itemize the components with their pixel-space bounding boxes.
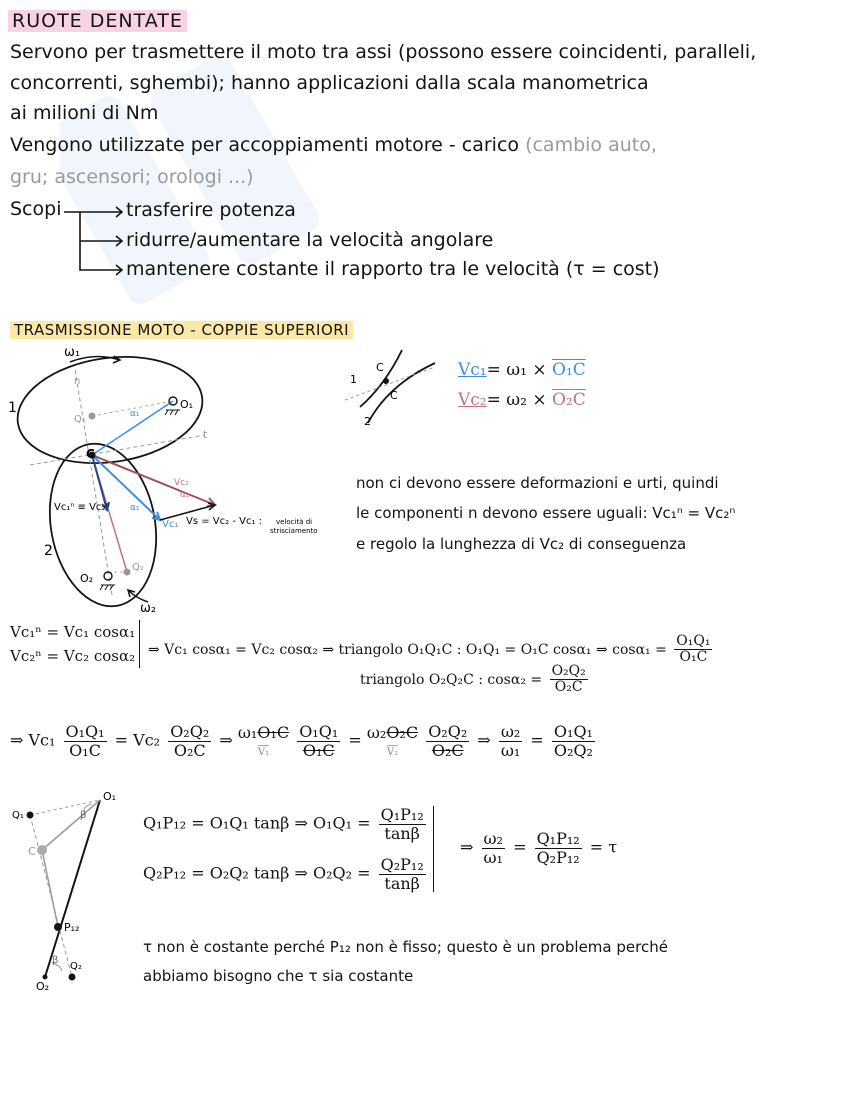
d2-label-q2: Q₂ bbox=[70, 961, 82, 972]
intro-line-3: ai milioni di Nm bbox=[10, 102, 159, 124]
label-body-2: 2 bbox=[44, 543, 53, 559]
scopo-2: ridurre/aumentare la velocità angolare bbox=[126, 229, 494, 251]
label-t: t bbox=[203, 428, 208, 441]
scopo-1: trasferire potenza bbox=[126, 199, 296, 221]
label-vc1: Vc₁ bbox=[162, 519, 179, 530]
note1-line-3: e regolo la lunghezza di Vc₂ di conseguenza bbox=[356, 535, 687, 553]
intro-line-2: concorrenti, sghembi); hanno applicazioni dalla scala manometrica bbox=[10, 72, 649, 94]
d2-label-p12: P₁₂ bbox=[64, 921, 80, 934]
label-n: n bbox=[74, 376, 81, 387]
label-vs: Vs = Vc₂ - Vc₁ : bbox=[186, 516, 262, 527]
contact-label-2: 2 bbox=[364, 415, 371, 428]
label-o2: O₂ bbox=[80, 572, 94, 585]
label-c: C bbox=[86, 447, 95, 461]
usage-text: Vengono utilizzate per accoppiamenti motore - carico bbox=[10, 134, 520, 156]
d2-label-beta-bottom: β bbox=[52, 955, 59, 966]
hinge-o2-icon bbox=[100, 572, 115, 590]
label-vs-note1: velocità di bbox=[276, 518, 313, 526]
contact-point-sketch bbox=[340, 345, 440, 430]
eq-vn1: Vc₁ⁿ = Vc₁ cosα₁ bbox=[10, 623, 136, 641]
scopi-arrows bbox=[60, 200, 130, 280]
d2-label-o2: O₂ bbox=[36, 980, 50, 993]
eq-q1p12: Q₁P₁₂ = O₁Q₁ tanβ ⇒ O₁Q₁ = $\frac{\text{Q₁P₁₂}}{\tan\beta}$ bbox=[143, 805, 424, 843]
label-vn: Vc₁ⁿ ≡ Vc₂ⁿ bbox=[54, 502, 110, 513]
note2-line-1: τ non è costante perché P₁₂ non è fisso; questo è un problema perché bbox=[143, 938, 668, 956]
contact-c-lower: C bbox=[390, 389, 398, 402]
label-vc2: Vc₂ bbox=[174, 478, 189, 488]
normal-components bbox=[10, 620, 140, 668]
pitch-point-diagram bbox=[0, 785, 130, 995]
eq-triangle-2: triangolo O₂Q₂C : cosα₂ = $\frac{\text{O₂Q₂}}{\text{O₂C}}$ bbox=[360, 663, 586, 696]
section-title: TRASMISSIONE MOTO - COPPIE SUPERIORI bbox=[10, 321, 353, 340]
scopi-label: Scopi bbox=[10, 198, 62, 220]
label-q2: Q₂ bbox=[132, 562, 144, 573]
velocity-eq-2: Vc₂= ω₂ × O₂C bbox=[458, 390, 586, 410]
hinge-o1-icon bbox=[165, 397, 180, 415]
d2-label-beta-top: β bbox=[80, 810, 87, 821]
usage-examples: (cambio auto, bbox=[525, 134, 657, 156]
label-vs-note2: strisciamento bbox=[270, 527, 318, 535]
eq-triangle-1: ⇒ Vc₁ cosα₁ = Vc₂ cosα₂ ⇒ triangolo O₁Q₁C : O₁Q₁ = O₁C cosα₁ ⇒ cosα₁ = $\frac{\text{O₁Q₁}}{\text{O₁C}}$ bbox=[148, 633, 711, 666]
eq-tau: ⇒ $\frac{\text{ω₂}}{\text{ω₁}}$ = $\frac{\text{Q₁P₁₂}}{\text{Q₂P₁₂}}$ = τ bbox=[460, 829, 618, 867]
contact-diagram bbox=[0, 340, 360, 615]
label-omega1: ω₁ bbox=[64, 345, 81, 360]
label-alpha2: α₂ bbox=[180, 490, 190, 500]
intro-line-1: Servono per trasmettere il moto tra assi (possono essere coincidenti, paralleli, bbox=[10, 41, 757, 63]
usage-examples-cont: gru; ascensori; orologi ...) bbox=[10, 166, 254, 188]
note2-line-2: abbiamo bisogno che τ sia costante bbox=[143, 967, 414, 985]
normal-line bbox=[75, 370, 112, 595]
d2-label-c: C bbox=[28, 845, 36, 858]
scopo-3: mantenere costante il rapporto tra le velocità (τ = cost) bbox=[126, 258, 660, 280]
tanbeta-equations bbox=[143, 806, 434, 892]
o1-o2-line bbox=[45, 800, 100, 977]
page-title: RUOTE DENTATE bbox=[8, 10, 187, 34]
intro-line-4 bbox=[10, 134, 657, 158]
d2-label-o1: O₁ bbox=[103, 790, 117, 803]
note1-line-1: non ci devono essere deformazioni e urti, quindi bbox=[356, 474, 719, 492]
tangent-line bbox=[30, 435, 205, 465]
note1-line-2: le componenti n devono essere uguali: Vc₁ⁿ = Vc₂ⁿ bbox=[356, 504, 736, 522]
eq-vn2: Vc₂ⁿ = Vc₂ cosα₂ bbox=[10, 647, 136, 665]
contact-c-upper: C bbox=[376, 361, 384, 374]
vc2-arrow bbox=[92, 455, 215, 505]
label-alpha1: α₁ bbox=[130, 503, 140, 513]
eq-ratio-derivation: ⇒ Vc₁ $\frac{\text{O₁Q₁}}{\text{O₁C}}$ = Vc₂ $\frac{\text{O₂Q₂}}{\text{O₂C}}$ ⇒ ω₁O₁C V₁ $\frac{\text{O₁Q₁}}{\text{O₁C}}$ = ω₂O₂C V₂ $\frac{\text{O₂Q₂}}{\text{O₂C}}$ ⇒ $\frac{\text{ω₂}}{\text{ω₁}}$ = $\frac{\text{O₁Q₁}}{\text{O₂Q₂}}$ bbox=[10, 722, 593, 760]
label-q1: Q₁ bbox=[74, 414, 86, 425]
label-omega2: ω₂ bbox=[140, 601, 157, 615]
label-o1: O₁ bbox=[180, 398, 194, 411]
label-body-1: 1 bbox=[8, 400, 17, 416]
contact-label-1: 1 bbox=[350, 373, 357, 386]
eq-q2p12: Q₂P₁₂ = O₂Q₂ tanβ ⇒ O₂Q₂ = $\frac{\text{Q₂P₁₂}}{\tan\beta}$ bbox=[143, 855, 424, 893]
velocity-eq-1: Vc₁= ω₁ × O₁C bbox=[458, 360, 586, 380]
d2-label-q1: Q₁ bbox=[12, 810, 24, 821]
label-alpha1-top: α₁ bbox=[130, 409, 140, 419]
